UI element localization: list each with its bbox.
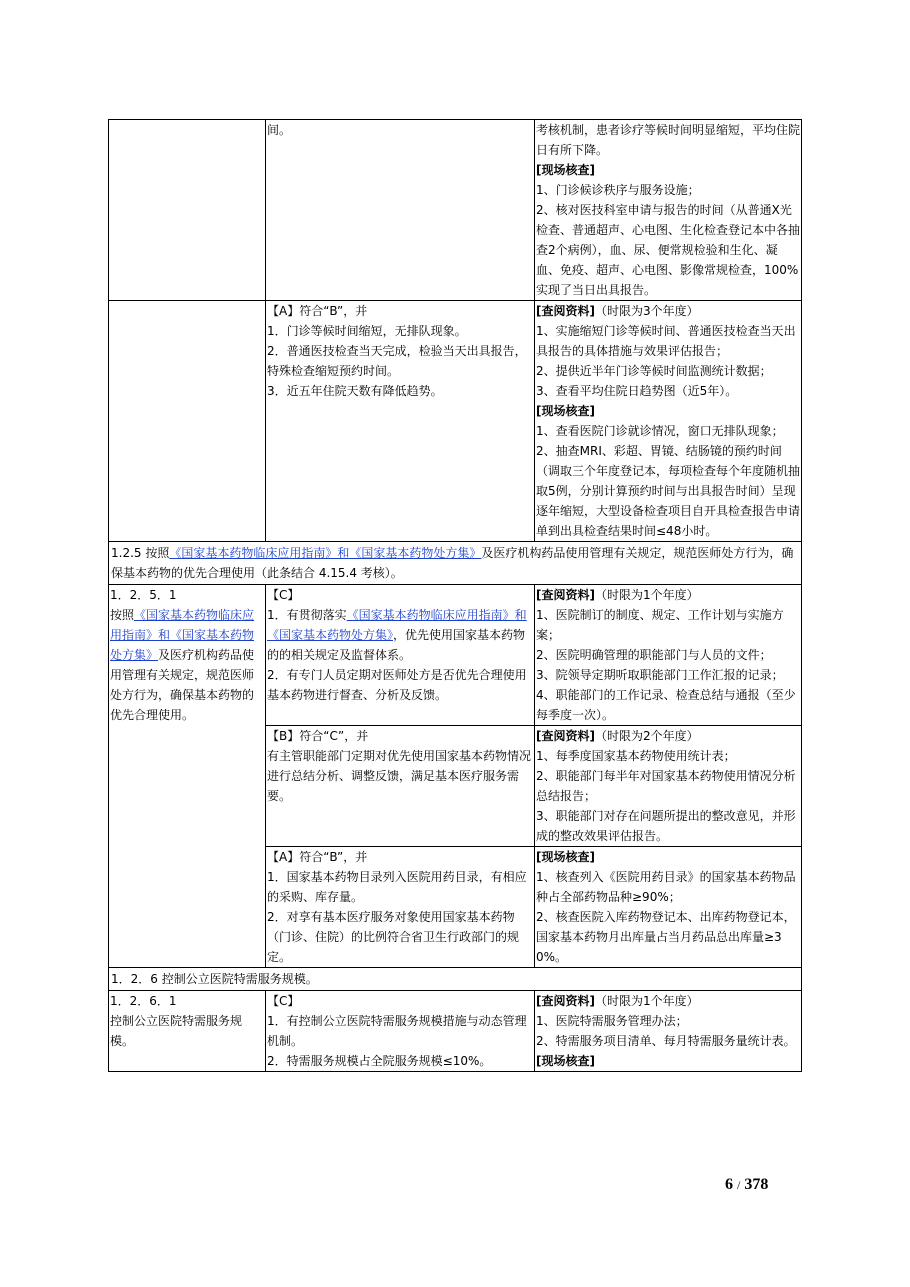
onsite-check-label: [现场核查] bbox=[536, 850, 595, 864]
clause-cell bbox=[109, 301, 266, 542]
standard-cell bbox=[266, 726, 535, 847]
guideline-link[interactable]: 《国家基本药物临床应用指南》 bbox=[110, 608, 255, 642]
section-heading-cell bbox=[109, 542, 802, 585]
section-row-1-2-6 bbox=[109, 968, 802, 991]
verification-text: 考核机制，患者诊疗等候时间明显缩短，平均住院日有所下降。 bbox=[536, 123, 801, 157]
current-page: 6 bbox=[725, 1176, 733, 1193]
review-docs-label: [查阅资料] bbox=[536, 588, 595, 602]
onsite-check-item: 2、核查医院入库药物登记本、出库药物登记本，国家基本药物月出库量占当月药品总出库量≥30%。 bbox=[536, 910, 796, 964]
standard-item: 2．特需服务规模占全院服务规模≤10%。 bbox=[267, 1054, 492, 1068]
standard-cell bbox=[266, 847, 535, 968]
onsite-check-label: [现场核查] bbox=[536, 404, 595, 418]
standard-item: 2．普通医技检查当天完成，检验当天出具报告，特殊检查缩短预约时间。 bbox=[267, 344, 527, 378]
review-item: 1、医院制订的制度、规定、工作计划与实施方案； bbox=[536, 608, 784, 642]
time-limit-note: （时限为1个年度） bbox=[594, 588, 699, 602]
standard-item-suffix: ，优先使用国家基本药物的的相关规定及监督体系。 bbox=[267, 628, 526, 662]
section-heading-cell bbox=[109, 968, 802, 991]
grade-b-heading: 【B】符合“C”，并 bbox=[267, 729, 369, 743]
link-joiner[interactable]: 和 bbox=[158, 628, 171, 642]
verification-cell bbox=[535, 847, 802, 968]
link-joiner[interactable]: 和 bbox=[514, 608, 527, 622]
formulary-link[interactable]: 《国家基本药物处方集》 bbox=[267, 628, 394, 642]
onsite-check-item: 1、核查列入《医院用药目录》的国家基本药物品种占全部药物品种≥90%； bbox=[536, 870, 796, 904]
total-pages: 378 bbox=[744, 1176, 769, 1193]
clause-cell bbox=[109, 585, 266, 968]
time-limit-note: （时限为2个年度） bbox=[594, 729, 699, 743]
standard-item: 3．近五年住院天数有降低趋势。 bbox=[267, 384, 443, 398]
review-item: 2、特需服务项目清单、每月特需服务量统计表。 bbox=[536, 1034, 796, 1048]
standard-text: 间。 bbox=[267, 123, 292, 137]
onsite-check-label: [现场核查] bbox=[536, 163, 595, 177]
verification-cell bbox=[535, 120, 802, 301]
page-number bbox=[725, 1176, 768, 1194]
review-item: 3、查看平均住院日趋势图（近5年）。 bbox=[536, 384, 738, 398]
standard-item: 1．有控制公立医院特需服务规模措施与动态管理机制。 bbox=[267, 1014, 527, 1048]
section-row-1-2-5 bbox=[109, 542, 802, 585]
section-suffix: 及医疗机构药品使用管理有关规定，规范医师处方行为，确保基本药物的优先合理使用（此条结合 4.15.4 考核）。 bbox=[111, 546, 794, 580]
onsite-check-item: 2、抽查MRI、彩超、胃镜、结肠镜的预约时间（调取三个年度登记本，每项检查每个年度随机抽取5例，分别计算预约时间与出具报告时间）呈现逐年缩短，大型设备检查项目自开具检查报告申请单到出具检查结果时间≤48小时。 bbox=[536, 444, 801, 538]
formulary-link[interactable]: 《国家基本药物处方集》 bbox=[110, 628, 255, 662]
grade-a-heading: 【A】符合“B”，并 bbox=[267, 304, 368, 318]
time-limit-note: （时限为3个年度） bbox=[594, 304, 699, 318]
standard-item: 1．国家基本药物目录列入医院用药目录，有相应的采购、库存量。 bbox=[267, 870, 527, 904]
standard-cell bbox=[266, 585, 535, 726]
standard-item: 1．门诊等候时间缩短，无排队现象。 bbox=[267, 324, 467, 338]
time-limit-note: （时限为1个年度） bbox=[594, 994, 699, 1008]
page-separator: / bbox=[737, 1178, 741, 1192]
clause-number: 1．2．6．1 bbox=[110, 994, 177, 1008]
review-item: 1、实施缩短门诊等候时间、普通医技检查当天出具报告的具体措施与效果评估报告； bbox=[536, 324, 796, 358]
review-docs-label: [查阅资料] bbox=[536, 994, 595, 1008]
clause-prefix: 按照 bbox=[110, 608, 135, 622]
standard-item: 2．有专门人员定期对医师处方是否优先合理使用基本药物进行督查、分析及反馈。 bbox=[267, 668, 527, 702]
clause-cell bbox=[109, 120, 266, 301]
grade-c-heading: 【C】 bbox=[267, 994, 300, 1008]
onsite-check-item: 2、核对医技科室申请与报告的时间（从普通X光检查、普通超声、心电图、生化检查登记本中各抽查2个病例），血、尿、便常规检验和生化、凝血、免疫、超声、心电图、影像常规检查，100%实现了当日出具报告。 bbox=[536, 203, 801, 297]
review-item: 3、职能部门对存在问题所提出的整改意见，并形成的整改效果评估报告。 bbox=[536, 809, 796, 843]
review-docs-label: [查阅资料] bbox=[536, 729, 595, 743]
standard-cell bbox=[266, 120, 535, 301]
onsite-check-label: [现场核查] bbox=[536, 1054, 595, 1068]
review-item: 3、院领导定期听取职能部门工作汇报的记录； bbox=[536, 668, 784, 682]
clause-text: 控制公立医院特需服务规模。 bbox=[110, 1014, 243, 1048]
verification-cell bbox=[535, 585, 802, 726]
standard-item: 2．对享有基本医疗服务对象使用国家基本药物（门诊、住院）的比例符合省卫生行政部门的规定。 bbox=[267, 910, 520, 964]
grade-a-heading: 【A】符合“B”，并 bbox=[267, 850, 368, 864]
section-prefix: 1.2.5 按照 bbox=[111, 546, 170, 560]
table-row bbox=[109, 301, 802, 542]
section-heading: 1．2．6 控制公立医院特需服务规模。 bbox=[111, 972, 318, 986]
table-row bbox=[109, 120, 802, 301]
review-item: 2、提供近半年门诊等候时间监测统计数据； bbox=[536, 364, 772, 378]
clause-suffix: 及医疗机构药品使用管理有关规定，规范医师处方行为，确保基本药物的优先合理使用。 bbox=[110, 648, 255, 722]
guideline-link[interactable]: 《国家基本药物临床应用指南》 bbox=[169, 546, 338, 560]
standard-item: 有主管职能部门定期对优先使用国家基本药物情况进行总结分析、调整反馈，满足基本医疗服务需要。 bbox=[267, 749, 532, 803]
guideline-link[interactable]: 《国家基本药物临床应用指南》 bbox=[346, 608, 515, 622]
review-docs-label: [查阅资料] bbox=[536, 304, 595, 318]
verification-cell bbox=[535, 991, 802, 1072]
clause-number: 1．2．5．1 bbox=[110, 588, 177, 602]
standard-cell bbox=[266, 301, 535, 542]
review-item: 1、医院特需服务管理办法； bbox=[536, 1014, 688, 1028]
review-item: 1、每季度国家基本药物使用统计表； bbox=[536, 749, 736, 763]
verification-cell bbox=[535, 726, 802, 847]
clause-cell bbox=[109, 991, 266, 1072]
evaluation-standard-table bbox=[108, 119, 802, 1072]
onsite-check-item: 1、门诊候诊秩序与服务设施； bbox=[536, 183, 700, 197]
verification-cell bbox=[535, 301, 802, 542]
grade-c-heading: 【C】 bbox=[267, 588, 300, 602]
review-item: 4、职能部门的工作记录、检查总结与通报（至少每季度一次）。 bbox=[536, 688, 796, 722]
standard-item-prefix: 1．有贯彻落实 bbox=[267, 608, 347, 622]
onsite-check-item: 1、查看医院门诊就诊情况，窗口无排队现象； bbox=[536, 424, 784, 438]
standard-cell bbox=[266, 991, 535, 1072]
formulary-link[interactable]: 《国家基本药物处方集》 bbox=[349, 546, 482, 560]
review-item: 2、职能部门每半年对国家基本药物使用情况分析总结报告； bbox=[536, 769, 796, 803]
link-joiner[interactable]: 和 bbox=[337, 546, 350, 560]
review-item: 2、医院明确管理的职能部门与人员的文件； bbox=[536, 648, 772, 662]
table-row bbox=[109, 585, 802, 726]
table-row bbox=[109, 991, 802, 1072]
